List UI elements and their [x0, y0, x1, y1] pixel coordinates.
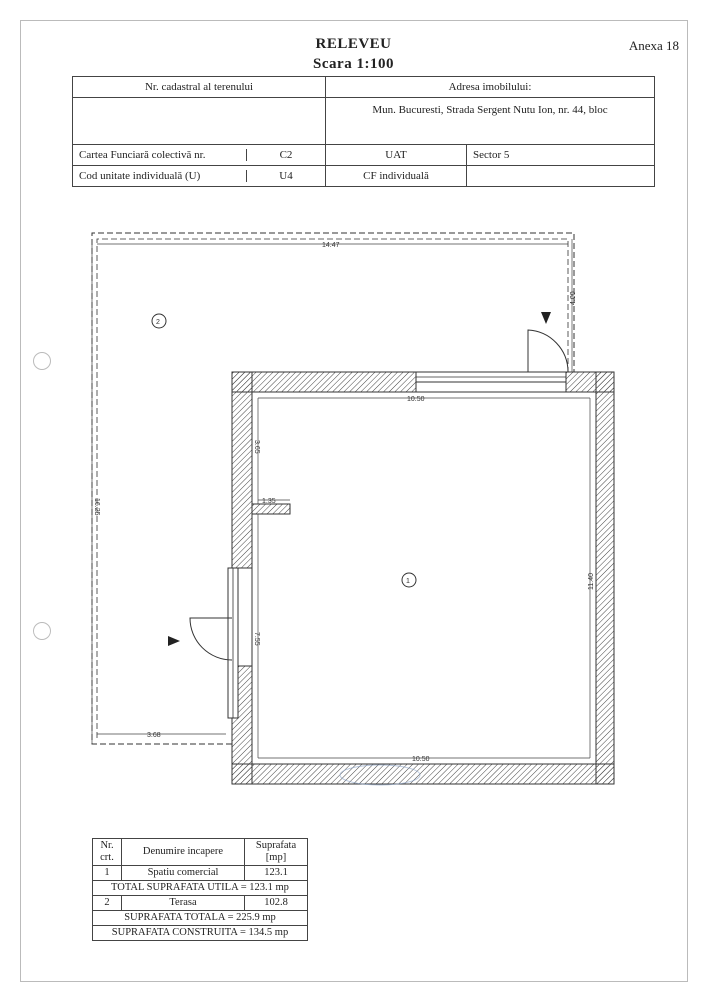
dim-left-outer: 16.25: [93, 498, 100, 516]
annex-label: Anexa 18: [628, 38, 679, 53]
address-value: Mun. Bucuresti, Strada Sergent Nutu Ion, nr. 44, bloc: [326, 98, 655, 145]
dim-right-outer: 4.00: [570, 291, 577, 305]
entrance-arrow-left: [168, 636, 180, 646]
room-label-2: 2: [156, 319, 160, 326]
legend-row-name: Terasa: [122, 896, 245, 911]
unit-code-value: U4: [246, 170, 325, 182]
dim-inner-right: 11.40: [588, 573, 595, 590]
legend-row-name: Spatiu comercial: [122, 866, 245, 881]
cadastral-label: Nr. cadastral al terenului: [73, 77, 326, 98]
legend-total-useful: TOTAL SUPRAFATA UTILA = 123.1 mp: [93, 881, 308, 896]
address-label: Adresa imobilului:: [326, 77, 655, 98]
dim-inner-left-lower: 7.55: [253, 632, 260, 646]
legend-total-built: SUPRAFATA CONSTRUITA = 134.5 mp: [93, 926, 308, 941]
legend-header-nr: Nr. crt.: [93, 839, 122, 866]
room-label-1: 1: [406, 578, 410, 585]
dim-inner-top: 10.50: [407, 396, 425, 403]
document-title: RELEVEU: [315, 36, 392, 52]
dim-inner-bottom: 10.50: [412, 756, 430, 763]
document-scale: Scara 1:100: [313, 56, 394, 72]
dim-top-outer: 14.47: [322, 242, 340, 249]
cf-individual-label: CF individuală: [326, 166, 467, 187]
legend-table: [92, 838, 308, 941]
legend-header-area: Suprafata [mp]: [245, 839, 308, 866]
legend-row-nr: 1: [93, 866, 122, 881]
entrance-arrow-top: [541, 312, 551, 324]
legend-row-area: 102.8: [245, 896, 308, 911]
unit-code-label: Cod unitate individuală (U): [79, 170, 201, 182]
cf-collective-label: Cartea Funciară colectivă nr.: [79, 149, 206, 161]
door-swing-top: [528, 330, 568, 372]
legend-row-nr: 2: [93, 896, 122, 911]
legend-row-area: 123.1: [245, 866, 308, 881]
legend-header-name: Denumire incapere: [122, 839, 245, 866]
door-swing-left: [190, 618, 232, 660]
uat-label: UAT: [326, 145, 467, 166]
dim-partition: 1.35: [262, 498, 276, 505]
dim-inner-left-upper: 3.65: [253, 440, 260, 454]
cf-collective-value: C2: [246, 149, 325, 161]
legend-total-overall: SUPRAFATA TOTALA = 225.9 mp: [93, 911, 308, 926]
uat-value: Sector 5: [467, 145, 655, 166]
dim-terrace-bottom: 3.68: [147, 732, 161, 739]
